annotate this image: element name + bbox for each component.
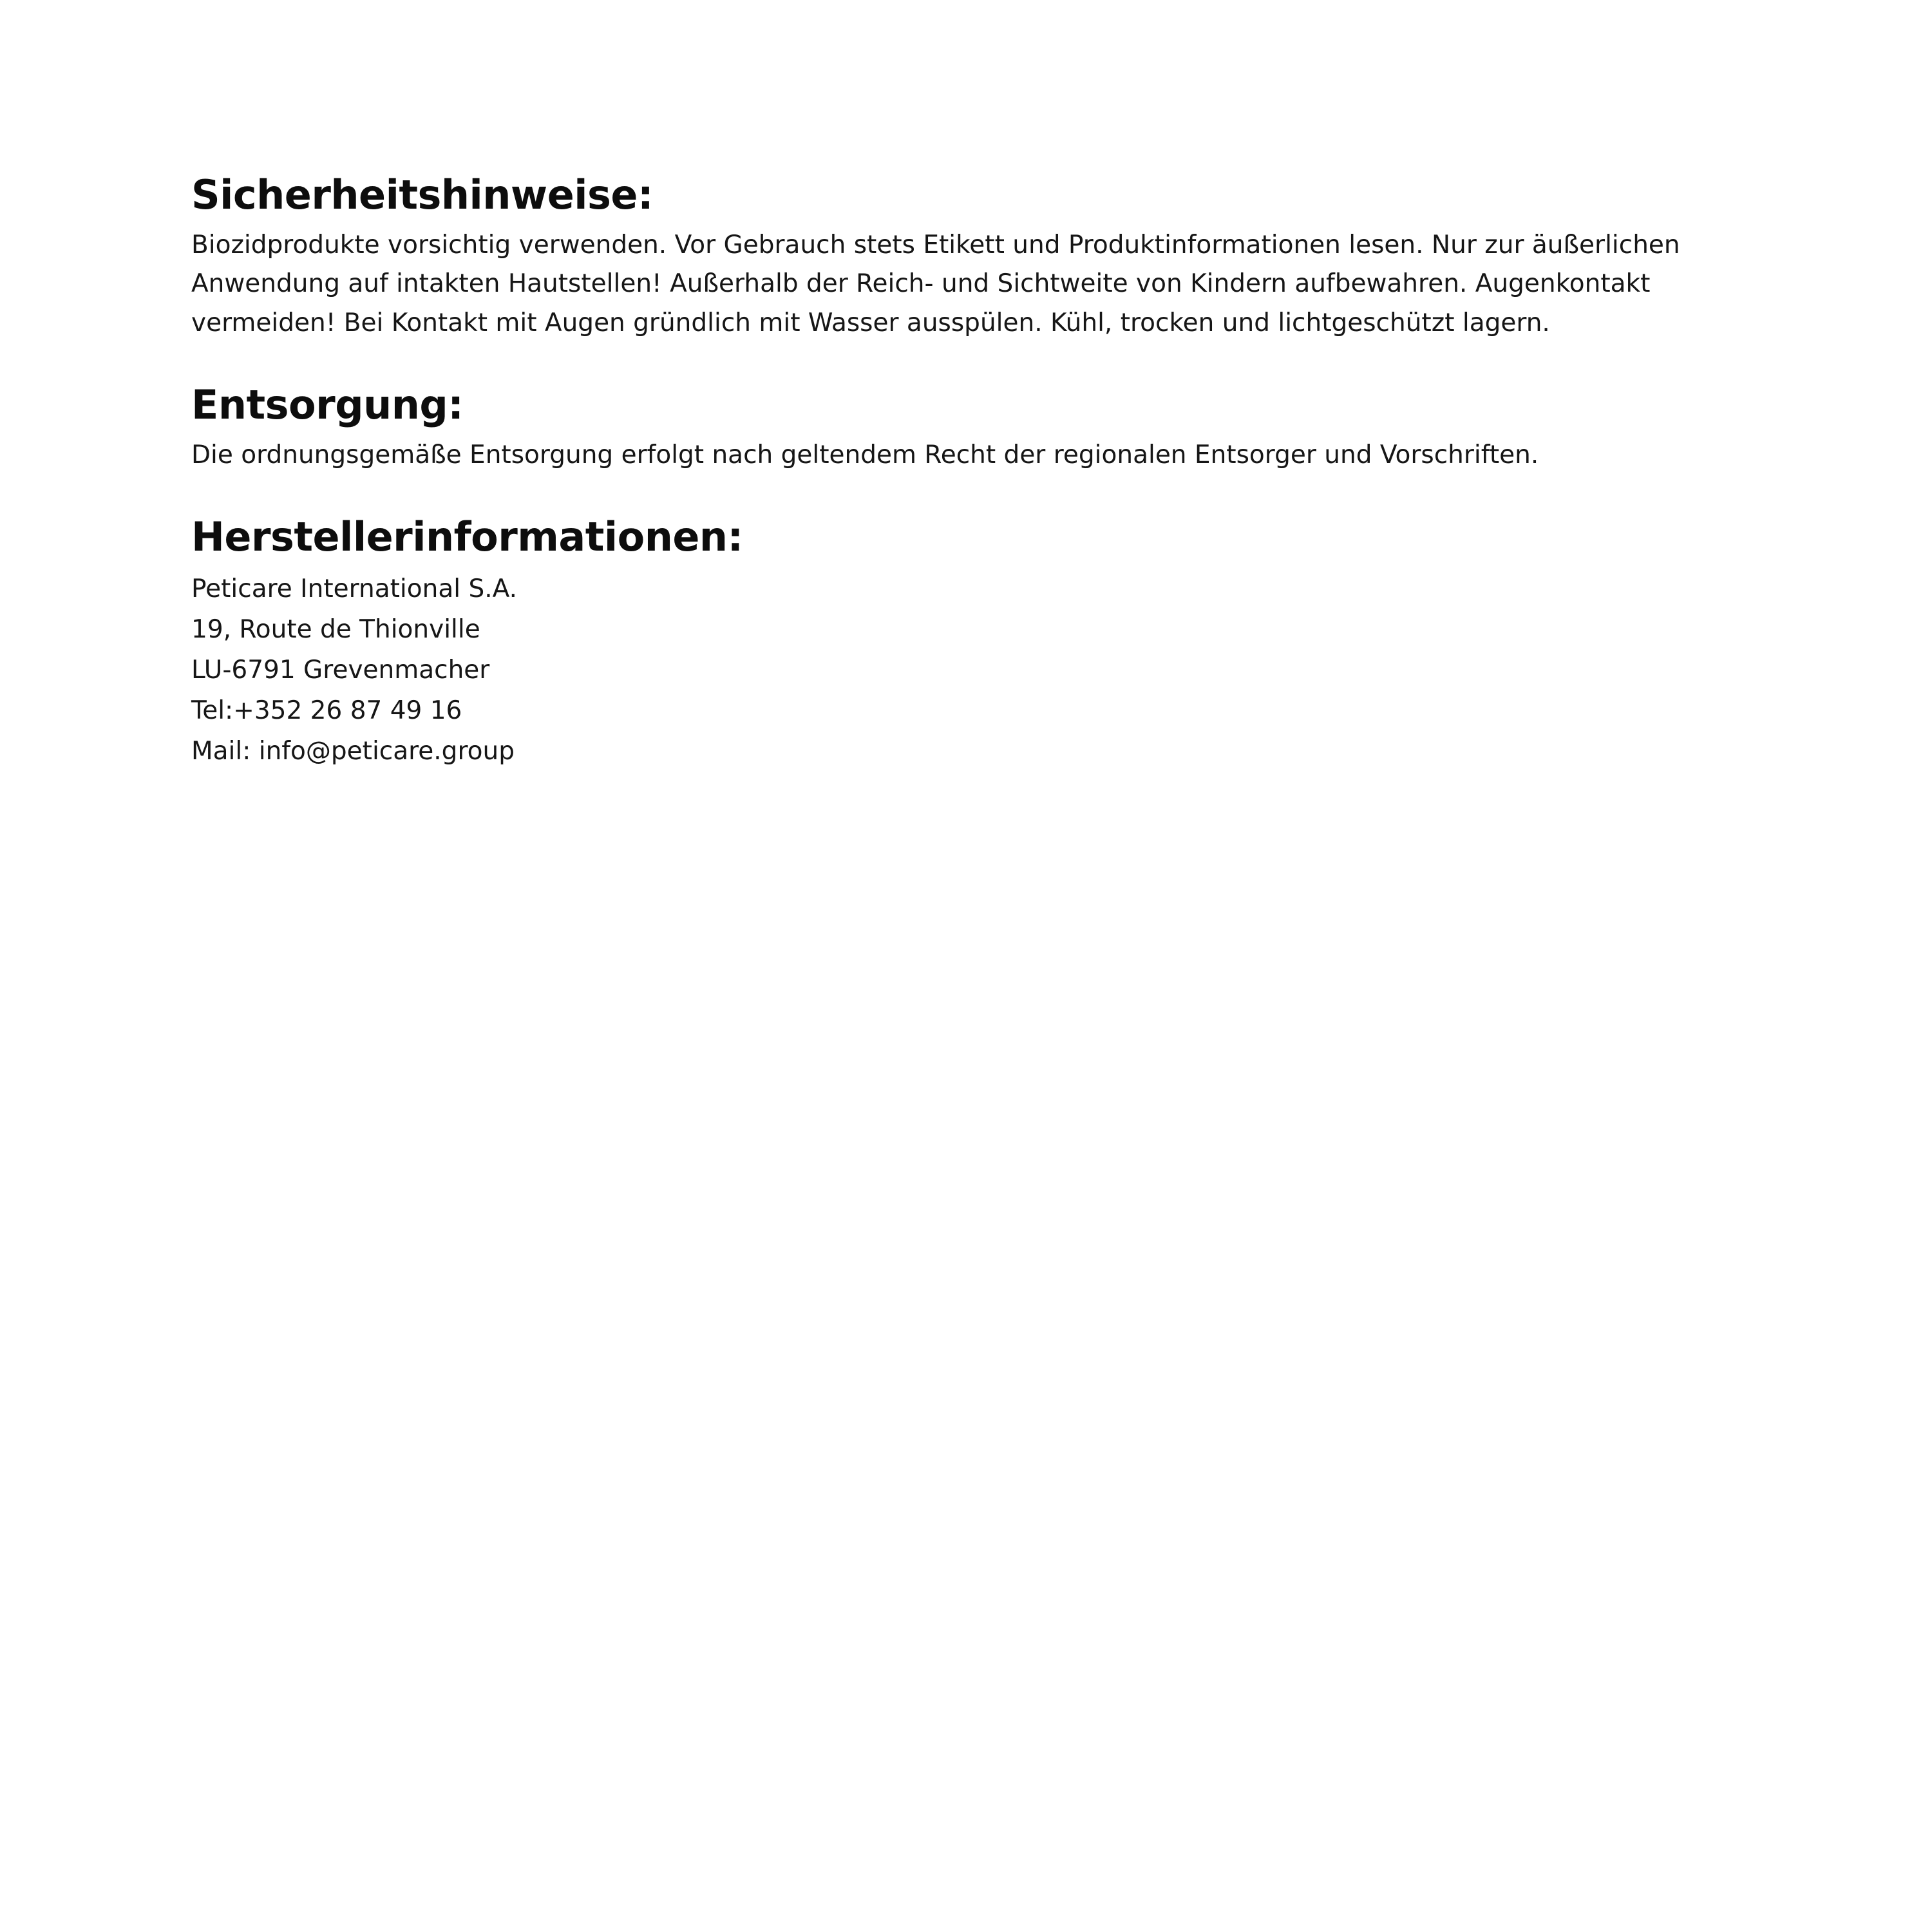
section-safety-instructions bbox=[191, 173, 1750, 343]
section-disposal bbox=[191, 383, 1750, 475]
manufacturer-company-name: Peticare International S.A. bbox=[191, 574, 518, 603]
manufacturer-address-block bbox=[191, 569, 1750, 772]
disposal-heading: Entsorgung: bbox=[191, 381, 464, 428]
safety-instructions-heading: Sicherheitshinweise: bbox=[191, 171, 654, 218]
manufacturer-street: 19, Route de Thionville bbox=[191, 614, 480, 644]
manufacturer-phone: Tel:+352 26 87 49 16 bbox=[191, 696, 462, 726]
document-content bbox=[191, 173, 1750, 772]
manufacturer-information-heading: Herstellerinformationen: bbox=[191, 513, 743, 561]
disposal-text: Die ordnungsgemäße Entsorgung erfolgt nach geltendem Recht der regionalen Entsorger und Vorschriften. bbox=[191, 440, 1539, 470]
section-manufacturer-information bbox=[191, 515, 1750, 772]
safety-instructions-text: Biozidprodukte vorsichtig verwenden. Vor Gebrauch stets Etikett und Produktinformationen lesen. Nur zur äußerlichen Anwendung auf intakten Hautstellen! Außerhalb der Reich- und Sichtweite von Kindern aufbewahren. Augenkontakt vermeiden! Bei Kontakt mit Augen gründlich mit Wasser ausspülen. Kühl, trocken und lichtgeschützt lagern. bbox=[191, 231, 1680, 337]
manufacturer-email: Mail: info@peticare.group bbox=[191, 737, 515, 766]
manufacturer-city: LU-6791 Grevenmacher bbox=[191, 655, 490, 685]
